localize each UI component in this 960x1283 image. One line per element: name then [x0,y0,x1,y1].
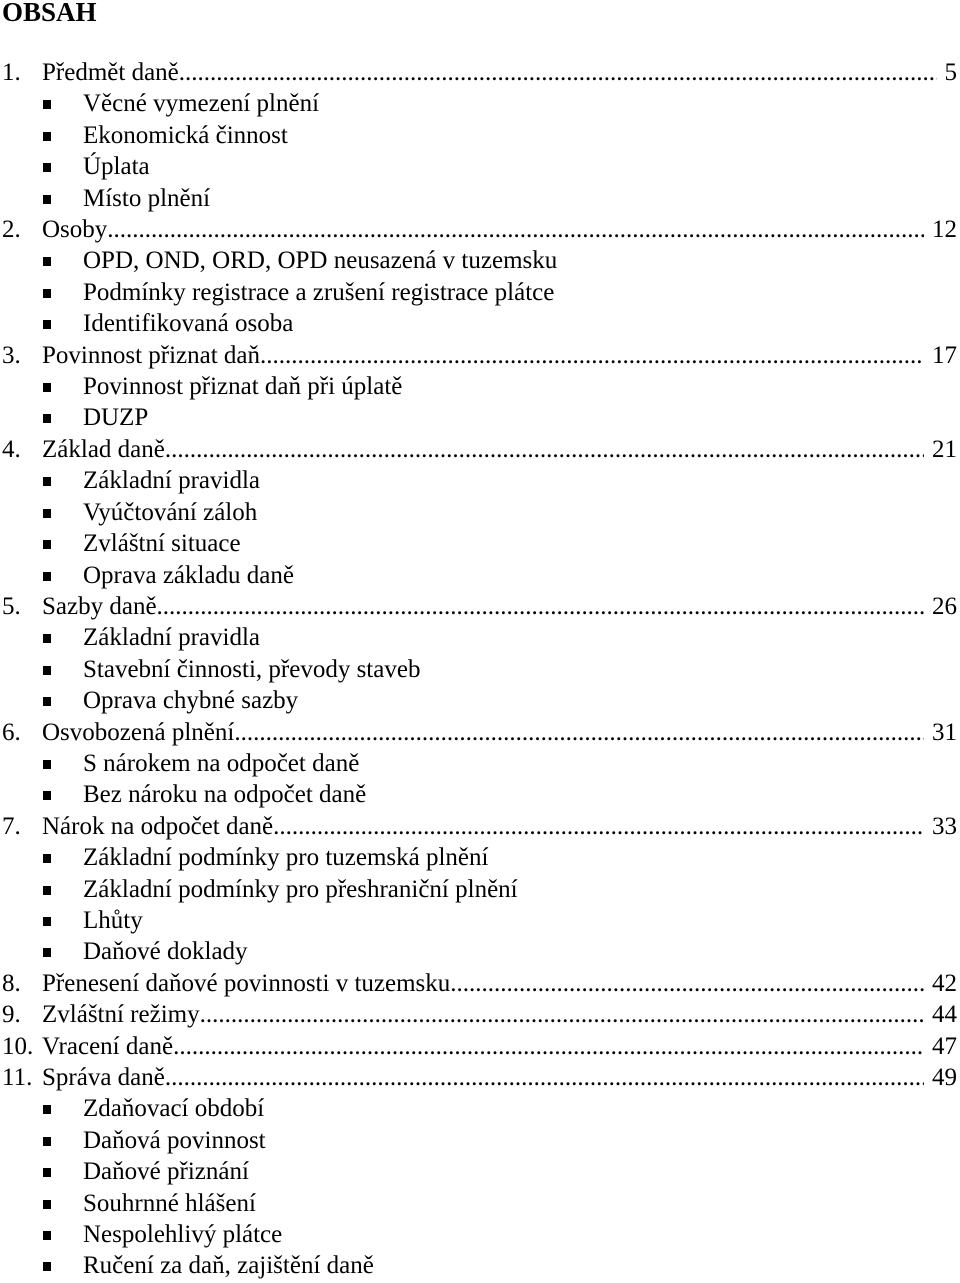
chapter-number: 10. [2,1032,34,1060]
chapter-number: 3. [2,341,21,369]
chapter-title: Zvláštní režimy [42,1001,200,1029]
chapter-page-number: 42 [932,969,957,997]
toc-chapter-entry[interactable] [0,434,960,465]
subsection-title: Daňové doklady [83,938,248,966]
dot-leader [179,57,937,88]
square-bullet-icon [43,917,51,926]
square-bullet-icon [43,572,51,581]
subsection-title: Souhrnné hlášení [83,1189,256,1217]
subsection-title: Daňové přiznání [83,1158,249,1186]
square-bullet-icon [43,666,51,675]
toc-chapter-entry[interactable] [0,57,960,88]
chapter-page-number: 49 [932,1064,957,1091]
toc-chapter-entry[interactable] [0,340,960,371]
dot-leader [450,968,924,999]
subsection-title: Daňová povinnost [83,1126,266,1154]
dot-leader [157,591,924,622]
square-bullet-icon [43,697,51,706]
toc-subsection-item[interactable] [0,183,960,214]
chapter-title: Základ daně [42,435,165,463]
subsection-title: Identifikovaná osoba [83,310,294,338]
toc-subsection-item[interactable] [0,120,960,151]
toc-subsection-item[interactable] [0,245,960,276]
subsection-title: OPD, OND, ORD, OPD neusazená v tuzemsku [83,247,558,275]
subsection-title: Oprava chybné sazby [83,687,299,715]
subsection-title: Zdaňovací období [83,1095,265,1123]
toc-subsection-item[interactable] [0,308,960,339]
toc-subsection-item[interactable] [0,654,960,685]
subsection-title: Nespolehlivý plátce [83,1221,283,1249]
chapter-title: Povinnost přiznat daň [42,341,261,369]
square-bullet-icon [43,289,51,298]
square-bullet-icon [43,791,51,800]
square-bullet-icon [43,1105,51,1114]
square-bullet-icon [43,854,51,863]
chapter-title: Předmět daně [42,59,179,86]
toc-subsection-item[interactable] [0,1093,960,1124]
subsection-title: Místo plnění [83,184,211,212]
chapter-page-number: 33 [932,812,957,840]
toc-subsection-item[interactable] [0,1250,960,1281]
subsection-title: Lhůty [83,906,143,934]
toc-subsection-item[interactable] [0,936,960,967]
subsection-title: Základní podmínky pro přeshraniční plnění [83,875,518,903]
toc-subsection-item[interactable] [0,842,960,873]
square-bullet-icon [43,948,51,957]
square-bullet-icon [43,477,51,486]
subsection-title: Základní pravidla [83,624,261,652]
toc-chapter-entry[interactable] [0,999,960,1030]
toc-subsection-item[interactable] [0,560,960,591]
toc-subsection-item[interactable] [0,1188,960,1219]
toc-chapter-entry[interactable] [0,591,960,622]
chapter-page-number: 17 [932,341,957,369]
toc-subsection-item[interactable] [0,528,960,559]
chapter-title: Osvobozená plnění [42,718,235,746]
square-bullet-icon [43,320,51,329]
toc-subsection-item[interactable] [0,1125,960,1156]
subsection-title: Ekonomická činnost [83,121,288,149]
chapter-number: 7. [2,812,21,840]
square-bullet-icon [43,886,51,895]
subsection-title: Stavební činnosti, převody staveb [83,655,421,683]
square-bullet-icon [43,383,51,392]
chapter-number: 4. [2,435,21,463]
toc-subsection-item[interactable] [0,1219,960,1250]
subsection-title: Úplata [83,153,150,181]
square-bullet-icon [43,760,51,769]
toc-chapter-entry[interactable] [0,717,960,748]
chapter-number: 1. [2,59,21,86]
toc-subsection-item[interactable] [0,402,960,433]
square-bullet-icon [43,1137,51,1146]
square-bullet-icon [43,163,51,172]
square-bullet-icon [43,634,51,643]
square-bullet-icon [43,195,51,204]
dot-leader [173,1031,924,1062]
toc-subsection-item[interactable] [0,748,960,779]
chapter-number: 8. [2,969,21,997]
toc-subsection-item[interactable] [0,277,960,308]
dot-leader [165,434,924,465]
toc-chapter-entry[interactable] [0,811,960,842]
chapter-page-number: 5 [944,59,957,86]
chapter-page-number: 44 [932,1001,957,1029]
chapter-title: Nárok na odpočet daně [42,812,274,840]
square-bullet-icon [43,257,51,266]
square-bullet-icon [43,1200,51,1209]
table-of-contents [0,57,960,1282]
toc-subsection-item[interactable] [0,685,960,716]
square-bullet-icon [43,1231,51,1240]
subsection-title: S nárokem na odpočet daně [83,749,360,777]
chapter-page-number: 21 [932,435,957,463]
toc-chapter-entry[interactable] [0,214,960,245]
chapter-number: 6. [2,718,21,746]
dot-leader [200,999,924,1030]
toc-chapter-entry[interactable] [0,968,960,999]
square-bullet-icon [43,509,51,518]
square-bullet-icon [43,1168,51,1177]
dot-leader [273,811,924,842]
dot-leader [234,717,924,748]
chapter-page-number: 31 [932,718,957,746]
chapter-title: Správa daně [42,1064,165,1091]
toc-subsection-item[interactable] [0,88,960,119]
subsection-title: Věcné vymezení plnění [83,90,320,118]
subsection-title: Zvláštní situace [83,530,241,558]
toc-subsection-item[interactable] [0,465,960,496]
toc-subsection-item[interactable] [0,874,960,905]
dot-leader [260,340,924,371]
chapter-title: Vracení daně [42,1032,174,1060]
toc-subsection-item[interactable] [0,1156,960,1187]
square-bullet-icon [43,1262,51,1271]
toc-subsection-item[interactable] [0,371,960,402]
chapter-page-number: 47 [932,1032,957,1060]
dot-leader [107,214,924,245]
chapter-title: Osoby [42,216,108,244]
chapter-title: Sazby daně [42,592,157,620]
dot-leader [165,1062,924,1093]
chapter-title: Přenesení daňové povinnosti v tuzemsku [42,969,451,997]
page-title: OBSAH [2,0,97,27]
subsection-title: Povinnost přiznat daň při úplatě [83,373,403,401]
subsection-title: DUZP [83,404,149,432]
chapter-page-number: 26 [932,592,957,620]
square-bullet-icon [43,540,51,549]
square-bullet-icon [43,414,51,423]
toc-subsection-item[interactable] [0,779,960,810]
subsection-title: Základní podmínky pro tuzemská plnění [83,844,489,872]
subsection-title: Oprava základu daně [83,561,294,589]
chapter-number: 11. [2,1064,33,1091]
toc-subsection-item[interactable] [0,622,960,653]
subsection-title: Podmínky registrace a zrušení registrace plátce [83,278,555,306]
subsection-title: Ručení za daň, zajištění daně [83,1252,374,1280]
subsection-title: Vyúčtování záloh [83,498,258,526]
square-bullet-icon [43,100,51,109]
toc-chapter-entry[interactable] [0,1062,960,1093]
toc-chapter-entry[interactable] [0,1031,960,1062]
chapter-number: 9. [2,1001,21,1029]
square-bullet-icon [43,132,51,141]
chapter-number: 2. [2,216,21,244]
subsection-title: Bez nároku na odpočet daně [83,781,367,809]
toc-subsection-item[interactable] [0,497,960,528]
toc-subsection-item[interactable] [0,151,960,182]
toc-subsection-item[interactable] [0,905,960,936]
chapter-page-number: 12 [932,216,957,244]
chapter-number: 5. [2,592,21,620]
subsection-title: Základní pravidla [83,467,261,495]
